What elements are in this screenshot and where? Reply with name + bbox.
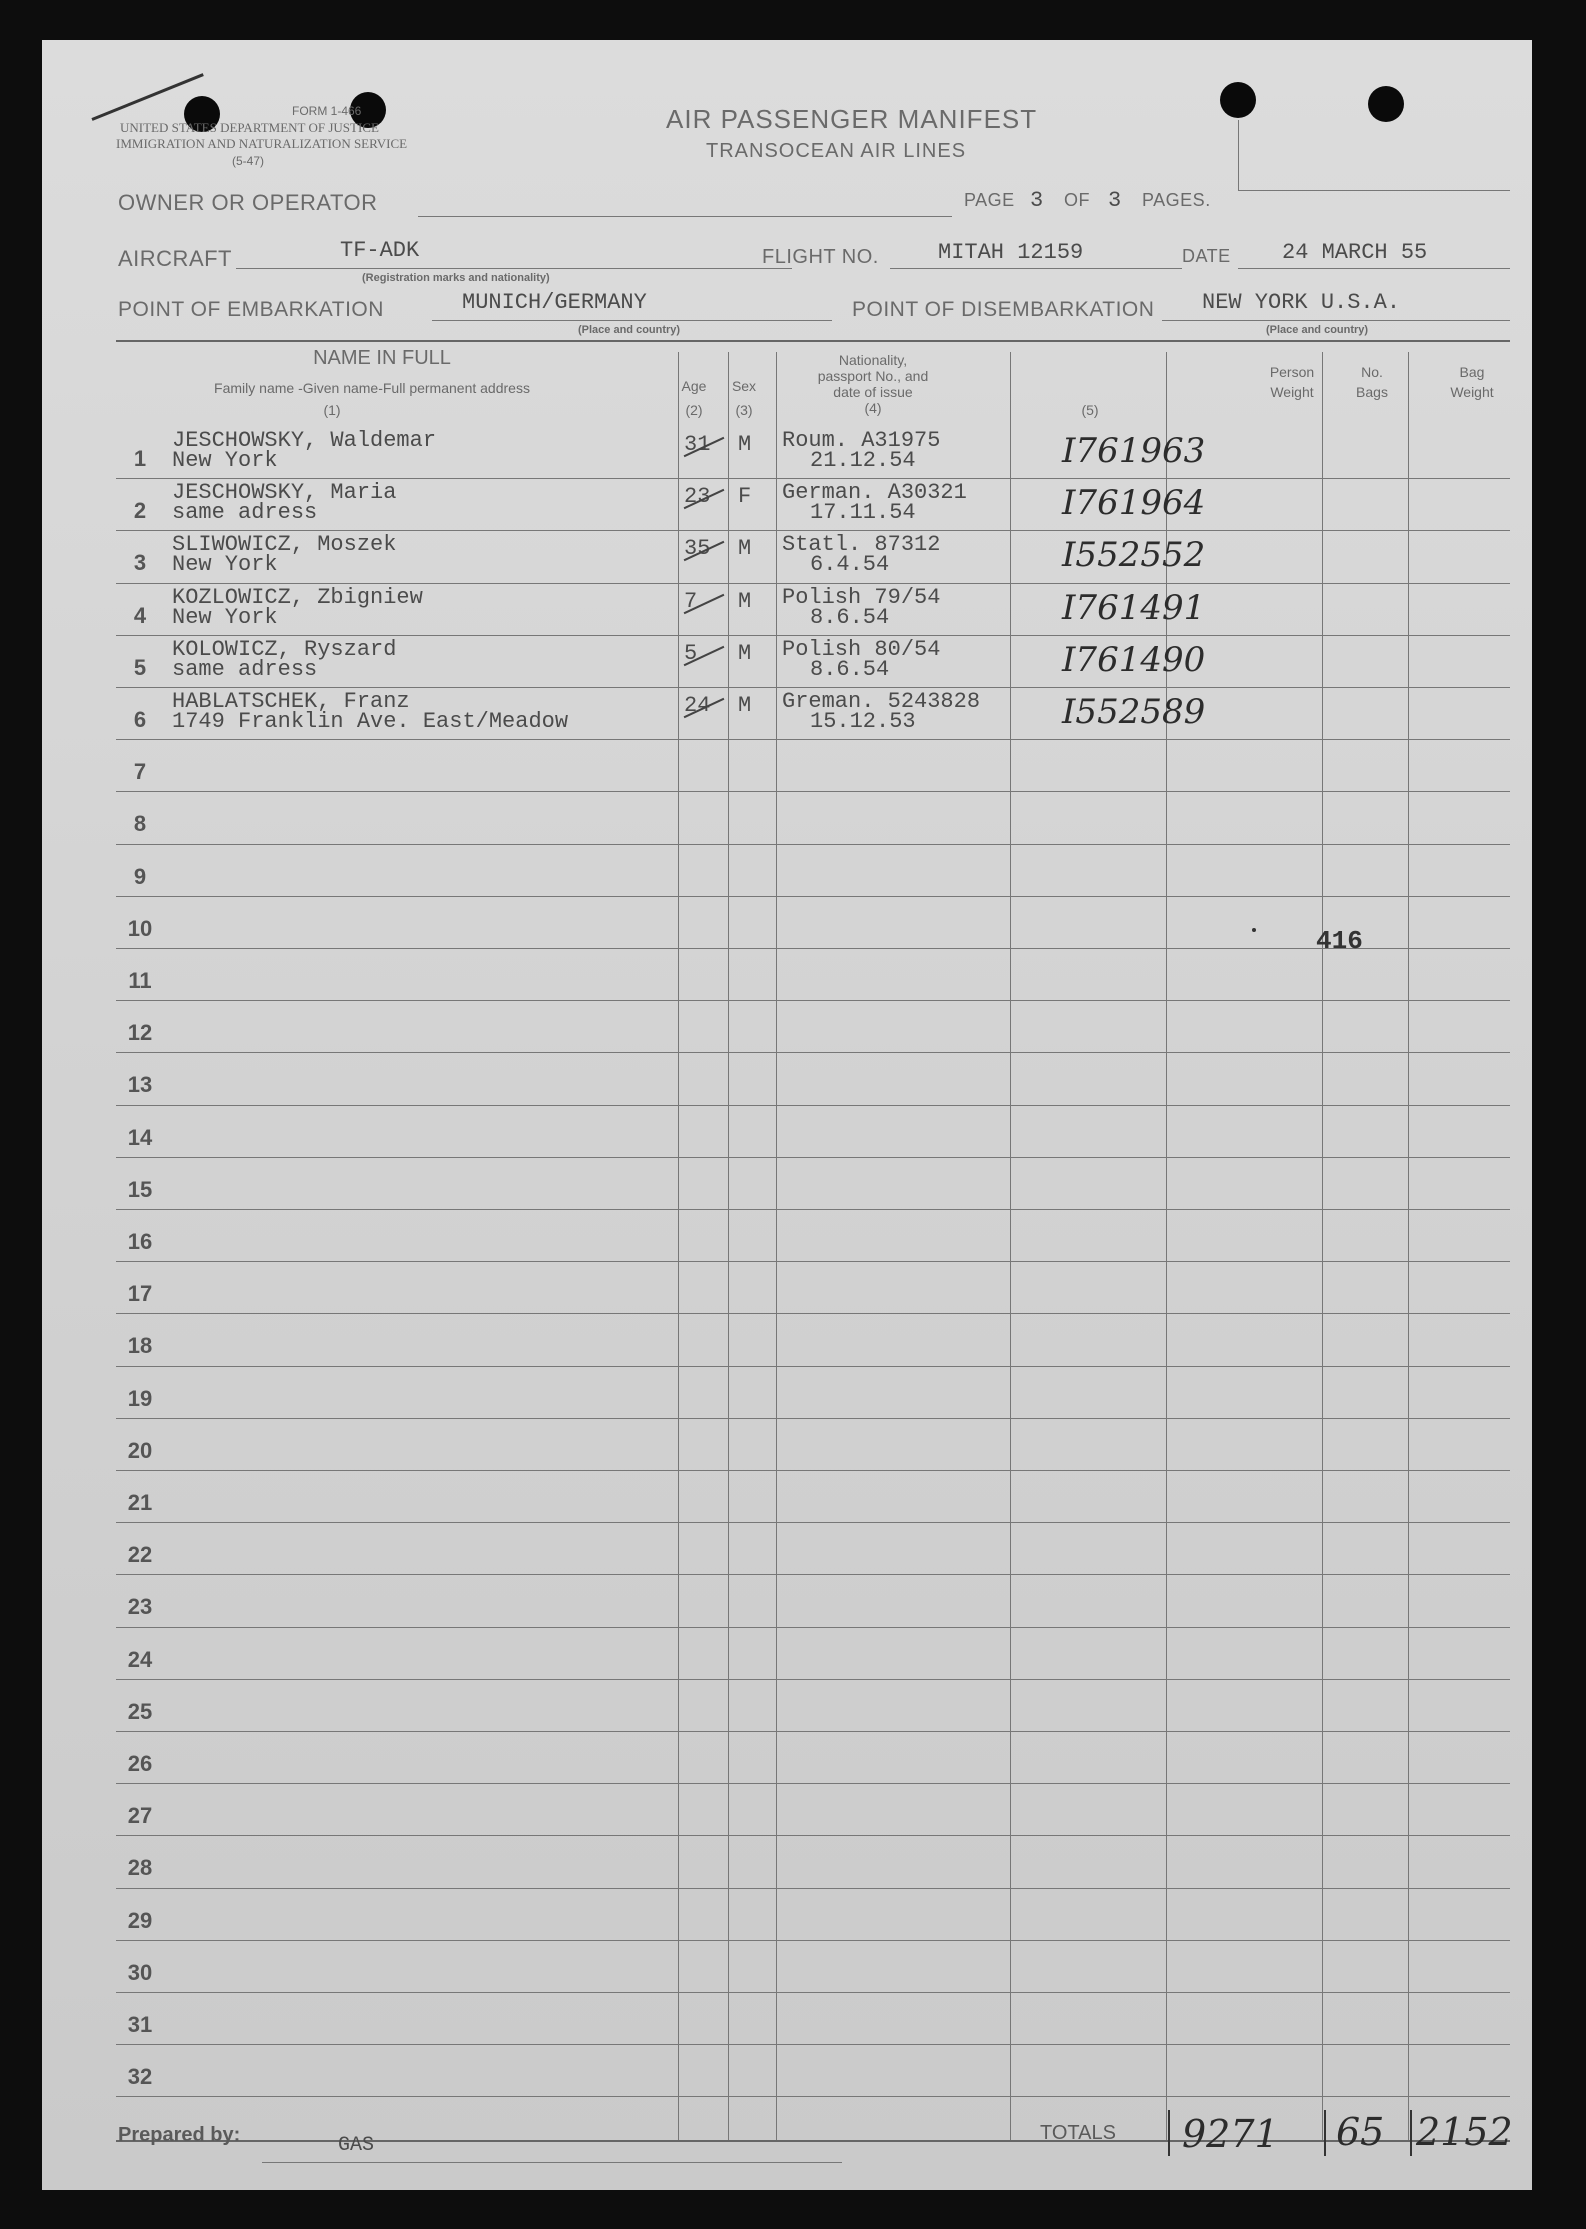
passenger-alien-number: I761491 (1062, 587, 1206, 628)
passenger-sex: M (738, 588, 752, 614)
embarkation-value: MUNICH/GERMANY (462, 290, 647, 315)
row-number: 14 (127, 1124, 153, 1150)
passenger-age: 31 (684, 432, 711, 457)
flight-label: FLIGHT NO. (762, 246, 879, 268)
passenger-nationality: Roum. A31975 (782, 428, 941, 453)
row-number: 3 (133, 550, 147, 576)
date-label: DATE (1182, 246, 1231, 266)
totals-rule (1410, 2110, 1412, 2156)
passenger-sex: F (738, 484, 752, 510)
passenger-issue-date: 8.6.54 (810, 604, 890, 630)
of-value: 3 (1108, 188, 1122, 213)
row-rule (116, 1366, 1510, 1367)
totals-rule (1324, 2110, 1326, 2156)
flight-value: MITAH 12159 (938, 240, 1084, 265)
passenger-alien-number: I761490 (1062, 639, 1206, 680)
passenger-sex: M (738, 640, 752, 666)
punch-hole (1368, 86, 1404, 122)
row-rule (116, 1522, 1510, 1523)
page-value: 3 (1030, 188, 1044, 213)
row-number: 20 (127, 1437, 153, 1463)
row-number: 4 (133, 602, 147, 628)
agency-line-2: IMMIGRATION AND NATURALIZATION SERVICE (116, 136, 408, 151)
row-rule (116, 1313, 1510, 1314)
row-rule (116, 844, 1510, 845)
of-label: OF (1064, 190, 1090, 210)
passenger-alien-number: I761964 (1062, 483, 1206, 524)
passenger-address: New York (172, 604, 278, 630)
row-rule (116, 1835, 1510, 1836)
row-rule (116, 896, 1510, 897)
flight-underline (890, 268, 1182, 269)
corner-bracket (1238, 120, 1239, 190)
row-rule (116, 1000, 1510, 1001)
row-rule (116, 791, 1510, 792)
disembarkation-underline (1162, 320, 1510, 321)
passenger-alien-number: I552589 (1062, 692, 1206, 732)
row-rule (116, 948, 1510, 949)
passenger-sex: M (738, 432, 752, 457)
passenger-name: HABLATSCHEK, Franz (172, 689, 410, 714)
passenger-address: New York (172, 448, 278, 473)
owner-label: OWNER OR OPERATOR (118, 190, 378, 215)
date-value: 24 MARCH 55 (1282, 240, 1428, 265)
airline-name: TRANSOCEAN AIR LINES (706, 140, 967, 162)
passenger-nationality: Greman. 5243828 (782, 689, 981, 714)
table-bottom-rule (116, 2140, 1510, 2142)
row-rule (116, 1731, 1510, 1732)
row-rule (116, 583, 1510, 584)
totals-rule (1168, 2110, 1170, 2156)
row-rule (116, 1679, 1510, 1680)
row-number: 27 (127, 1803, 153, 1829)
col-no-bags-2: Bags (1356, 384, 1388, 400)
row-number: 12 (127, 1020, 153, 1046)
row-number: 8 (133, 811, 147, 837)
col-name-sub: Family name -Given name-Full permanent address (214, 380, 530, 396)
embarkation-caption: (Place and country) (578, 324, 681, 336)
row-number: 1 (133, 446, 147, 471)
table-top-rule (116, 340, 1510, 342)
passenger-nationality: Polish 79/54 (782, 584, 941, 610)
owner-underline (418, 216, 952, 217)
row-rule (116, 478, 1510, 479)
row-rule (116, 530, 1510, 531)
corner-bracket (1238, 190, 1510, 191)
aircraft-value: TF-ADK (340, 238, 420, 263)
row-number: 16 (127, 1229, 153, 1254)
row-number: 24 (127, 1646, 153, 1672)
passenger-issue-date: 17.11.54 (810, 500, 916, 526)
form-number: FORM 1-466 (292, 104, 362, 118)
col-nat-1: Nationality, (838, 352, 908, 368)
passenger-age: 7 (684, 588, 698, 614)
passenger-sex: M (738, 693, 752, 718)
row-rule (116, 2044, 1510, 2045)
row-number: 23 (127, 1594, 153, 1620)
row-number: 10 (127, 915, 153, 941)
aircraft-underline (236, 268, 792, 269)
prepared-underline (262, 2162, 842, 2163)
aircraft-caption: (Registration marks and nationality) (362, 272, 550, 284)
total-person-weight: 9271 (1182, 2112, 1279, 2156)
col-bag-weight-1: Bag (1459, 364, 1485, 380)
passenger-address: New York (172, 552, 278, 578)
row-rule (116, 1574, 1510, 1575)
aircraft-label: AIRCRAFT (118, 246, 232, 271)
row-rule (116, 635, 1510, 636)
col-person-weight-1: Person (1269, 364, 1315, 380)
row-rule (116, 1992, 1510, 1993)
row-number: 31 (127, 2012, 153, 2037)
col-age: Age (681, 378, 707, 394)
row-number: 7 (133, 759, 147, 785)
col-sex-num: (3) (735, 402, 753, 418)
agency-line-1: UNITED STATES DEPARTMENT OF JUSTICE (120, 120, 379, 135)
row-rule (116, 1261, 1510, 1262)
disembarkation-caption: (Place and country) (1266, 324, 1369, 336)
col-rule (678, 352, 679, 2140)
passenger-issue-date: 8.6.54 (810, 656, 890, 682)
passenger-name: JESCHOWSKY, Maria (172, 480, 397, 506)
passenger-age: 5 (684, 640, 698, 666)
row-number: 15 (127, 1176, 153, 1202)
col-rule (728, 352, 729, 2140)
totals-label: TOTALS (1040, 2122, 1116, 2144)
col-rule (1322, 352, 1323, 2140)
row-number: 18 (127, 1333, 153, 1359)
passenger-age: 35 (684, 536, 711, 562)
col-sex: Sex (731, 378, 757, 394)
disembarkation-value: NEW YORK U.S.A. (1202, 290, 1401, 315)
punch-hole (1220, 82, 1256, 118)
passenger-alien-number: I761963 (1062, 431, 1206, 471)
passenger-alien-number: I552552 (1062, 535, 1206, 576)
col-rule (1408, 352, 1409, 2140)
document-title: AIR PASSENGER MANIFEST (666, 104, 1038, 134)
passenger-address: 1749 Franklin Ave. East/Meadow (172, 709, 569, 734)
col-nat-3: date of issue (833, 384, 913, 400)
row-rule (116, 1052, 1510, 1053)
col-nat-2: passport No., and (817, 368, 929, 384)
row-rule (116, 687, 1510, 688)
passenger-address: same adress (172, 656, 318, 682)
passenger-age: 23 (684, 484, 711, 510)
row-rule (116, 739, 1510, 740)
row-number: 22 (127, 1542, 153, 1568)
passenger-issue-date: 21.12.54 (810, 448, 916, 473)
row-rule (116, 1209, 1510, 1210)
total-bag-weight: 2152 (1416, 2110, 1513, 2154)
row-rule (116, 1157, 1510, 1158)
row-number: 19 (127, 1385, 153, 1411)
prepared-label: Prepared by: (118, 2124, 241, 2146)
row-number: 28 (127, 1855, 153, 1881)
row-number: 6 (133, 707, 147, 732)
passenger-address: same adress (172, 500, 318, 526)
ink-dot (1252, 928, 1256, 932)
disembarkation-label: POINT OF DISEMBARKATION (852, 298, 1155, 321)
col-name-num: (1) (323, 402, 341, 418)
passenger-issue-date: 6.4.54 (810, 552, 890, 578)
pages-label: PAGES. (1142, 190, 1211, 210)
passenger-nationality: Statl. 87312 (782, 532, 941, 558)
col-rule (776, 352, 777, 2140)
col-rule (1010, 352, 1011, 2140)
row-rule (116, 1418, 1510, 1419)
passenger-name: SLIWOWICZ, Moszek (172, 532, 397, 558)
row-number: 32 (127, 2064, 153, 2090)
passenger-name: KOLOWICZ, Ryszard (172, 636, 397, 662)
row-number: 11 (128, 968, 152, 993)
total-bags: 65 (1336, 2110, 1385, 2154)
page-label: PAGE (964, 190, 1015, 210)
passenger-issue-date: 15.12.53 (810, 709, 916, 734)
embarkation-underline (432, 320, 832, 321)
manifest-sheet (42, 40, 1532, 2190)
row-rule (116, 1627, 1510, 1628)
row-rule (116, 2096, 1510, 2097)
row-rule (116, 1888, 1510, 1889)
passenger-name: KOZLOWICZ, Zbigniew (172, 584, 423, 610)
passenger-age: 24 (684, 693, 711, 718)
col-bag-weight-2: Weight (1450, 384, 1494, 400)
row-number: 2 (133, 498, 147, 524)
row-number: 29 (127, 1907, 153, 1933)
col-name-title: NAME IN FULL (313, 347, 451, 369)
col-person-weight-2: Weight (1270, 384, 1314, 400)
stamp-416: 416 (1316, 926, 1363, 956)
passenger-sex: M (738, 536, 752, 562)
row-rule (116, 1470, 1510, 1471)
passenger-nationality: German. A30321 (782, 480, 967, 506)
row-number: 17 (127, 1281, 153, 1307)
col-5: (5) (1081, 402, 1099, 418)
row-rule (116, 1105, 1510, 1106)
date-underline (1238, 268, 1510, 269)
col-no-bags-1: No. (1361, 364, 1383, 380)
row-number: 9 (133, 863, 147, 889)
col-age-num: (2) (685, 402, 703, 418)
row-number: 25 (127, 1698, 153, 1724)
row-number: 5 (133, 654, 147, 680)
row-number: 13 (127, 1072, 153, 1098)
row-rule (116, 1783, 1510, 1784)
row-number: 21 (127, 1490, 153, 1515)
prepared-value: GAS (338, 2134, 375, 2157)
row-number: 30 (127, 1959, 153, 1985)
row-rule (116, 1940, 1510, 1941)
embarkation-label: POINT OF EMBARKATION (118, 298, 384, 321)
passenger-nationality: Polish 80/54 (782, 636, 941, 662)
passenger-name: JESCHOWSKY, Waldemar (172, 428, 437, 453)
row-number: 26 (127, 1751, 153, 1776)
col-nat-num: (4) (864, 400, 882, 416)
form-date: (5-47) (232, 154, 265, 168)
